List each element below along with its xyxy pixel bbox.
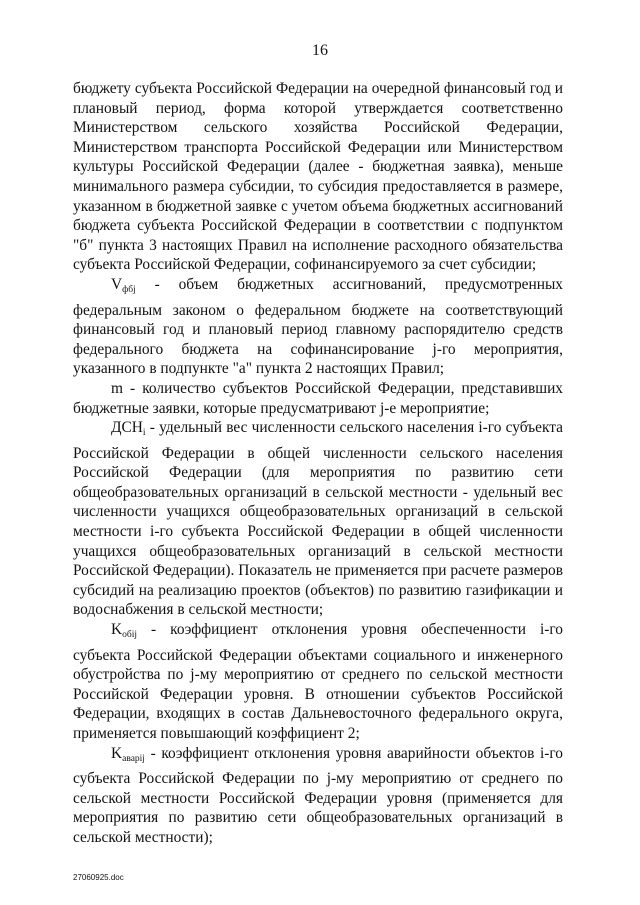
paragraph-v-fbj-definition bbox=[73, 275, 563, 379]
formula-variable: K bbox=[111, 744, 123, 762]
paragraph-k-obij-definition bbox=[73, 620, 563, 744]
paragraph-text: - объем бюджетных ассигнований, предусмотренных федеральным законом о федеральном бюджете на соответствующий финансовый год и плановый период главному распорядителю средств федерального бюджета на софинансирование j-го мероприятия, указанного в подпункте "а" пункта 2 настоящих Правил; bbox=[73, 275, 563, 378]
formula-variable: V bbox=[111, 275, 123, 293]
formula-subscript: обij bbox=[122, 630, 137, 641]
formula-subscript: фбj bbox=[122, 284, 136, 295]
paragraph-text: - коэффициент отклонения уровня обеспеченности i-го субъекта Российской Федерации объектами социального и инженерного обустройства по j-му мероприятию от среднего по сельской местности Российской Федерации уровня. В отношении субъектов Российской Федерации, входящих в состав Дальневосточного федерального округа, применяется повышающий коэффициент 2; bbox=[73, 621, 563, 742]
formula-subscript: i bbox=[142, 428, 146, 439]
paragraph-m-definition bbox=[73, 379, 563, 418]
paragraph-text: - коэффициент отклонения уровня аварийности объектов i-го субъекта Российской Федерации по j-му мероприятию от среднего по сельской местности Российской Федерации уровня (применяется для мероприятия по развитию сети общеобразовательных организаций в сельской местности); bbox=[73, 744, 563, 846]
page-number: 16 bbox=[312, 42, 328, 59]
footer-filename: 27060925.doc bbox=[73, 873, 124, 882]
paragraph-dsn-definition bbox=[73, 418, 563, 620]
paragraph-text: m - количество субъектов Российской Федерации, представивших бюджетные заявки, которые предусматривают j-е мероприятие; bbox=[73, 379, 563, 417]
paragraph-text: - удельный вес численности сельского населения i-го субъекта Российской Федерации в общей численности сельского населения Российской Федерации (для мероприятия по развитию сети общеобразовательных организаций в сельской местности - удельный вес численности учащихся общеобразовательных организаций в сельской местности i-го субъекта Российской Федерации в общей численности учащихся общеобразовательных организаций в сельской местности Российской Федерации). Показатель не применяется при расчете размеров субсидий на реализацию проектов (объектов) по развитию газификации и водоснабжения в сельской местности; bbox=[73, 419, 563, 619]
paragraph-budget-request bbox=[73, 79, 563, 275]
document-body bbox=[73, 79, 563, 848]
paragraph-text: бюджету субъекта Российской Федерации на очередной финансовый год и плановый период, форма которой утверждается соответственно Министерством сельского хозяйства Российской Федерации, Министерством транспорта Российской Федерации или Министерством культуры Российской Федерации (далее - бюджетная заявка), меньше минимального размера субсидии, то субсидия предоставляется в размере, указанном в бюджетной заявке с учетом объема бюджетных ассигнований бюджета субъекта Российской Федерации в соответствии с подпунктом "б" пункта 3 настоящих Правил на исполнение расходного обязательства субъекта Российской Федерации, софинансируемого за счет субсидии; bbox=[73, 80, 563, 274]
formula-subscript: аварij bbox=[122, 753, 145, 764]
formula-variable: ДСН bbox=[111, 419, 143, 437]
paragraph-k-avarij-definition bbox=[73, 744, 563, 848]
formula-variable: K bbox=[111, 621, 123, 639]
